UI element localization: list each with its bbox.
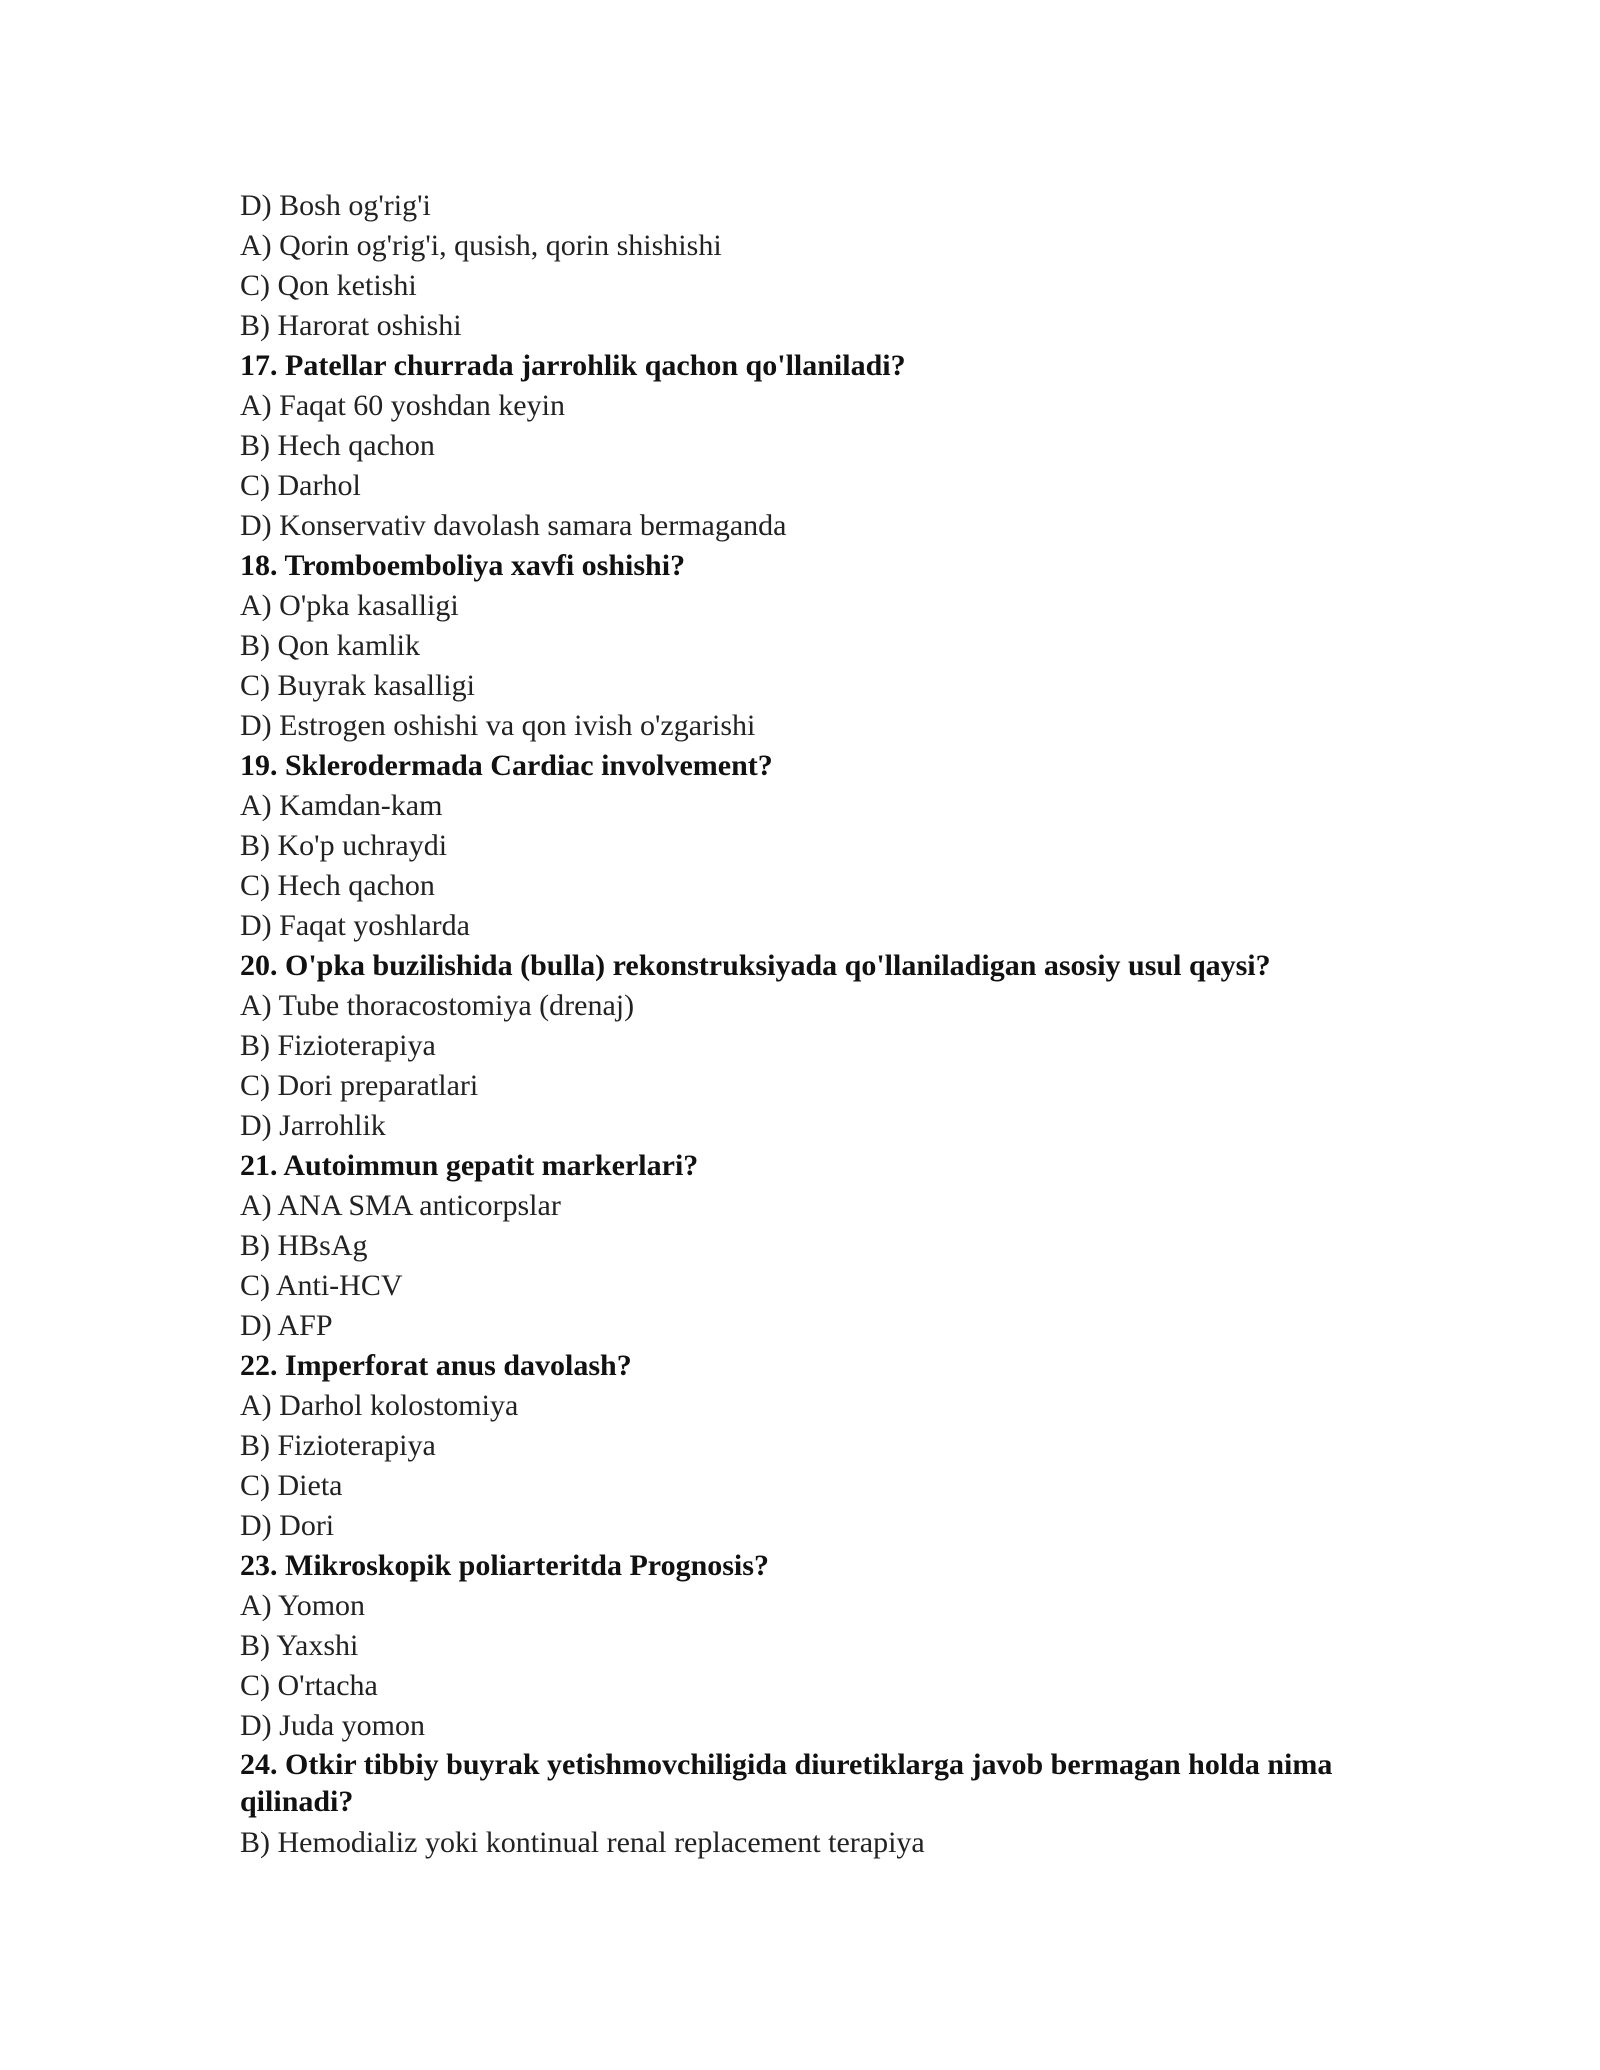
answer-option: B) Fizioterapiya bbox=[240, 1429, 436, 1462]
document-page bbox=[240, 186, 1410, 1863]
answer-option: A) Yomon bbox=[240, 1589, 366, 1622]
question-heading: 22. Imperforat anus davolash? bbox=[240, 1349, 632, 1382]
answer-option: D) Bosh og'rig'i bbox=[240, 189, 431, 222]
answer-option: C) Dori preparatlari bbox=[240, 1069, 479, 1102]
answer-option: D) Dori bbox=[240, 1509, 335, 1542]
answer-option: A) Tube thoracostomiya (drenaj) bbox=[240, 989, 635, 1022]
answer-option: D) Estrogen oshishi va qon ivish o'zgarishi bbox=[240, 709, 756, 742]
answer-option: C) Hech qachon bbox=[240, 869, 435, 902]
answer-option: B) Hech qachon bbox=[240, 429, 435, 462]
answer-option: A) Darhol kolostomiya bbox=[240, 1389, 519, 1422]
question-heading: 24. Otkir tibbiy buyrak yetishmovchiligida diuretiklarga javob bermagan holda nima qilinadi? bbox=[240, 1748, 1333, 1818]
answer-option: A) Faqat 60 yoshdan keyin bbox=[240, 389, 565, 422]
question-heading: 20. O'pka buzilishida (bulla) rekonstruksiyada qo'llaniladigan asosiy usul qaysi? bbox=[240, 949, 1271, 982]
answer-option: C) Buyrak kasalligi bbox=[240, 669, 475, 702]
question-heading: 23. Mikroskopik poliarteritda Prognosis? bbox=[240, 1549, 769, 1582]
answer-option: D) Faqat yoshlarda bbox=[240, 909, 470, 942]
question-heading: 18. Tromboemboliya xavfi oshishi? bbox=[240, 549, 686, 582]
question-heading: 21. Autoimmun gepatit markerlari? bbox=[240, 1149, 699, 1182]
answer-option: A) Qorin og'rig'i, qusish, qorin shishishi bbox=[240, 229, 722, 262]
answer-option: C) O'rtacha bbox=[240, 1669, 378, 1702]
answer-option: C) Qon ketishi bbox=[240, 269, 417, 302]
answer-option: D) Jarrohlik bbox=[240, 1109, 386, 1142]
answer-option: B) Harorat oshishi bbox=[240, 309, 462, 342]
answer-option: C) Darhol bbox=[240, 469, 361, 502]
answer-option: D) Juda yomon bbox=[240, 1709, 425, 1742]
answer-option: C) Dieta bbox=[240, 1469, 343, 1502]
answer-option: C) Anti-HCV bbox=[240, 1269, 403, 1302]
answer-option: D) AFP bbox=[240, 1309, 333, 1342]
answer-option: A) Kamdan-kam bbox=[240, 789, 443, 822]
answer-option: B) Qon kamlik bbox=[240, 629, 420, 662]
answer-option: B) HBsAg bbox=[240, 1229, 368, 1262]
answer-option: B) Yaxshi bbox=[240, 1629, 359, 1662]
answer-option: B) Hemodializ yoki kontinual renal replacement terapiya bbox=[240, 1826, 925, 1859]
answer-option: B) Fizioterapiya bbox=[240, 1029, 436, 1062]
question-heading: 17. Patellar churrada jarrohlik qachon qo'llaniladi? bbox=[240, 349, 906, 382]
question-heading: 19. Sklerodermada Cardiac involvement? bbox=[240, 749, 773, 782]
answer-option: A) O'pka kasalligi bbox=[240, 589, 459, 622]
answer-option: A) ANA SMA anticorpslar bbox=[240, 1189, 561, 1222]
answer-option: D) Konservativ davolash samara bermaganda bbox=[240, 509, 787, 542]
answer-option: B) Ko'p uchraydi bbox=[240, 829, 448, 862]
